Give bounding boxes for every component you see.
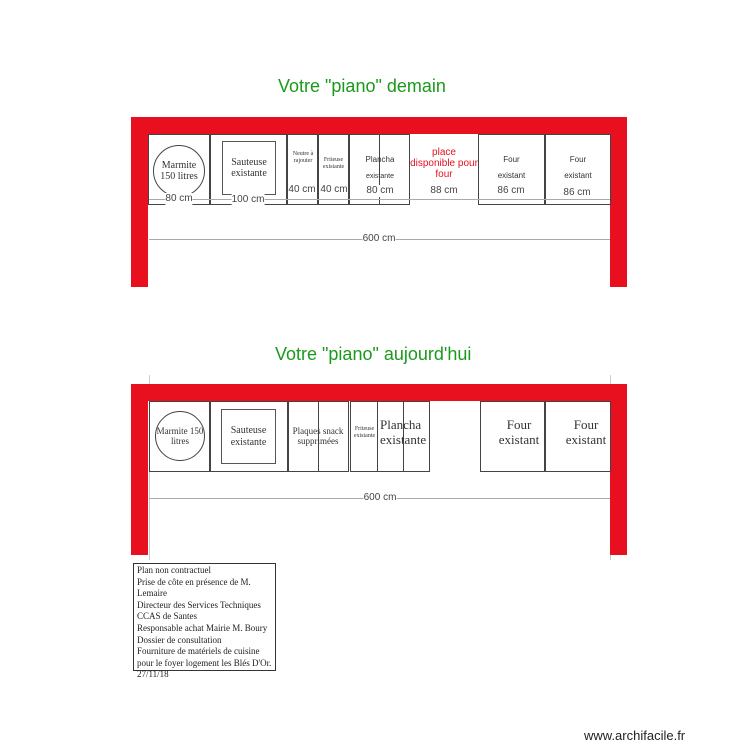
frame-left <box>131 384 148 555</box>
notes-box <box>133 563 276 680</box>
watermark: www.archifacile.fr <box>584 728 686 743</box>
neutre-label: Neutre à rajouter <box>292 151 314 164</box>
note-line: 27/11/18 <box>137 669 169 680</box>
four-box-1[interactable] <box>480 401 545 472</box>
note-line: Fourniture de matériels de cuisine <box>137 646 260 657</box>
four-box-2[interactable] <box>545 401 611 472</box>
top-dimension-line <box>149 199 610 200</box>
top-title: Votre "piano" demain <box>278 76 446 96</box>
dim-label: 86 cm <box>497 185 525 196</box>
frame-right <box>610 117 627 287</box>
bottom-title: Votre "piano" aujourd'hui <box>275 344 472 364</box>
plancha-label-2: existante <box>365 173 395 180</box>
note-line: CCAS de Santes <box>137 611 198 622</box>
sauteuse-label: Sauteuse existante <box>221 409 276 464</box>
dim-label: 86 cm <box>563 187 591 198</box>
bottom-total-label: 600 cm <box>363 492 397 503</box>
frame-top <box>131 117 627 134</box>
note-line: Dossier de consultation <box>137 634 222 645</box>
note-line: Directeur des Services Techniques <box>137 599 261 610</box>
sauteuse-box[interactable] <box>210 401 288 472</box>
friteuse-label: Friteuse existante <box>353 426 376 439</box>
four-label: Four <box>503 155 520 164</box>
note-line: Plan non contractuel <box>137 565 211 575</box>
marmite-label: Marmite 150 litres <box>155 411 205 461</box>
top-total-label: 600 cm <box>362 233 396 244</box>
dim-label: 100 cm <box>231 194 265 205</box>
note-line: pour le foyer logement les Blés D'Or. <box>137 657 272 668</box>
frame-top <box>131 384 627 401</box>
plancha-label: Plancha existante <box>380 417 427 447</box>
plancha-label: Plancha <box>365 155 395 164</box>
existant-label: existant <box>497 171 526 180</box>
dim-label: 40 cm <box>288 184 316 195</box>
note-line: Prise de côte en présence de M. Lemaire <box>137 576 251 599</box>
dim-label: 88 cm <box>430 185 458 196</box>
existant-label: existant <box>564 171 592 180</box>
four-label: Four existant <box>498 417 540 447</box>
four-label: Four <box>569 155 587 164</box>
place-disponible-label: place disponible pour four <box>410 147 478 180</box>
friteuse-label: Friteuse existante <box>322 157 345 170</box>
frame-left <box>131 117 148 287</box>
dim-label: 40 cm <box>320 184 348 195</box>
four-label: Four existant <box>565 417 607 447</box>
plaques-label: Plaques snack supprimées <box>292 426 344 447</box>
friteuse-box[interactable] <box>350 401 378 472</box>
marmite-box[interactable] <box>149 401 210 472</box>
dim-label: 80 cm <box>366 185 394 196</box>
marmite-label: Marmite 150 litres <box>153 145 205 197</box>
note-line: Responsable achat Mairie M. Boury <box>137 622 268 633</box>
sauteuse-label: Sauteuse existante <box>222 141 276 195</box>
frame-right <box>610 384 627 555</box>
dim-label: 80 cm <box>165 193 193 204</box>
